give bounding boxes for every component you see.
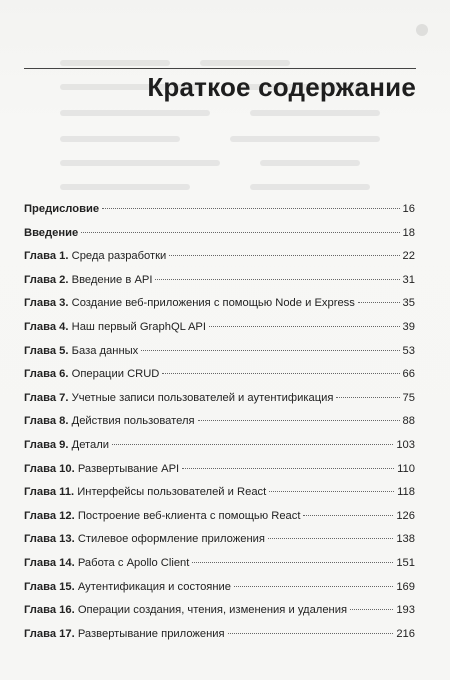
toc-entry: [24, 509, 415, 533]
toc-entry-title: Операции CRUD: [71, 368, 160, 381]
header-rule: [24, 68, 416, 69]
page-corner-mark: [416, 24, 428, 36]
dot-leader: [303, 515, 393, 516]
toc-entry: [24, 627, 415, 651]
toc-entry-label: [24, 226, 78, 240]
toc-entry-prefix: Глава 7.: [24, 391, 69, 404]
toc-entry-title: Действия пользователя: [71, 415, 195, 428]
toc-entry: [24, 485, 415, 509]
toc-entry: [24, 532, 415, 556]
toc-entry-label: [24, 391, 333, 405]
toc-entry-prefix: Глава 17.: [24, 627, 75, 640]
toc-entry-prefix: Введение: [24, 226, 79, 239]
toc-entry: [24, 249, 415, 273]
toc-entry-prefix: Глава 10.: [24, 462, 75, 475]
toc-entry-title: Среда разработки: [71, 250, 167, 263]
toc-entry: [24, 603, 415, 627]
toc-entry-label: [24, 580, 231, 594]
toc-page-number: 138: [396, 533, 415, 546]
toc-entry-label: [24, 556, 189, 570]
toc-entry-label: [24, 202, 99, 216]
toc-entry: [24, 462, 415, 486]
toc-entry-title: Создание веб-приложения с помощью Node и Express: [71, 297, 355, 310]
toc-entry: [24, 556, 415, 580]
toc-page-number: 35: [402, 297, 415, 310]
toc-entry-title: Построение веб-клиента с помощью React: [77, 509, 301, 522]
toc-entry-prefix: Предисловие: [24, 203, 100, 215]
toc-entry-title: Интерфейсы пользователей и React: [77, 486, 267, 499]
toc-entry-title: База данных: [71, 344, 139, 357]
toc-entry-prefix: Глава 2.: [24, 273, 69, 286]
toc-entry: [24, 273, 415, 297]
toc-page-number: 103: [396, 438, 415, 451]
toc-entry-label: [24, 485, 266, 499]
table-of-contents: [24, 202, 415, 650]
dot-leader: [112, 444, 393, 445]
toc-entry-label: [24, 462, 179, 476]
toc-entry: [24, 414, 415, 438]
toc-entry-prefix: Глава 14.: [24, 556, 75, 569]
toc-entry-prefix: Глава 12.: [24, 509, 75, 522]
dot-leader: [234, 586, 393, 587]
toc-entry-title: Стилевое оформление приложения: [77, 533, 265, 546]
toc-page-number: 88: [402, 415, 415, 428]
dot-leader: [169, 255, 399, 256]
toc-entry-title: Аутентификация и состояние: [77, 580, 232, 593]
toc-entry-prefix: Глава 9.: [24, 438, 69, 451]
dot-leader: [358, 302, 400, 303]
toc-entry-label: [24, 249, 166, 263]
toc-entry-label: [24, 509, 300, 523]
toc-entry-title: Операции создания, чтения, изменения и удаления: [77, 604, 348, 617]
toc-page-number: 151: [396, 556, 415, 569]
dot-leader: [192, 562, 393, 563]
toc-entry-prefix: Глава 1.: [24, 250, 69, 263]
dot-leader: [102, 208, 399, 209]
dot-leader: [182, 468, 394, 469]
toc-entry-title: Работа с Apollo Client: [77, 556, 190, 569]
dot-leader: [269, 491, 394, 492]
toc-entry: [24, 391, 415, 415]
page-title: Краткое содержание: [147, 72, 416, 102]
toc-page-number: 110: [397, 462, 415, 475]
toc-page-number: 22: [402, 250, 415, 263]
toc-entry-label: [24, 344, 138, 358]
dot-leader: [350, 609, 393, 610]
toc-page-number: 16: [402, 203, 415, 215]
toc-page-number: 216: [396, 627, 415, 640]
dot-leader: [209, 326, 400, 327]
toc-entry-label: [24, 414, 195, 428]
toc-page-number: 193: [396, 604, 415, 617]
toc-entry-label: [24, 532, 265, 546]
dot-leader: [228, 633, 394, 634]
toc-entry-title: Детали: [71, 438, 110, 451]
toc-entry: [24, 367, 415, 391]
toc-entry-prefix: Глава 15.: [24, 580, 75, 593]
toc-entry-title: Развертывание API: [77, 462, 180, 475]
toc-entry: [24, 580, 415, 604]
toc-entry-label: [24, 438, 109, 452]
toc-entry-title: Введение в API: [71, 273, 153, 286]
toc-page-number: 169: [396, 580, 415, 593]
toc-entry-label: [24, 367, 159, 381]
toc-entry-prefix: Глава 3.: [24, 297, 69, 310]
dot-leader: [198, 420, 400, 421]
toc-entry: [24, 438, 415, 462]
toc-entry-title: Наш первый GraphQL API: [71, 320, 206, 333]
toc-entry-prefix: Глава 5.: [24, 344, 69, 357]
dot-leader: [141, 350, 399, 351]
toc-page-number: 118: [397, 486, 415, 499]
dot-leader: [336, 397, 399, 398]
toc-entry: [24, 296, 415, 320]
toc-entry: [24, 226, 415, 250]
dot-leader: [155, 279, 399, 280]
toc-entry-label: [24, 273, 152, 287]
dot-leader: [81, 232, 399, 233]
toc-entry: [24, 344, 415, 368]
toc-entry-label: [24, 603, 347, 617]
toc-page-number: 18: [402, 226, 415, 239]
toc-entry-title: Развертывание приложения: [77, 627, 225, 640]
toc-page-number: 31: [402, 273, 415, 286]
toc-entry-title: Учетные записи пользователей и аутентификация: [71, 391, 334, 404]
toc-entry: [24, 202, 415, 226]
toc-entry-label: [24, 320, 206, 334]
toc-entry-prefix: Глава 13.: [24, 533, 75, 546]
toc-entry-prefix: Глава 6.: [24, 368, 69, 381]
dot-leader: [268, 538, 393, 539]
toc-entry-prefix: Глава 4.: [24, 320, 69, 333]
toc-page-number: 53: [402, 344, 415, 357]
toc-entry-prefix: Глава 16.: [24, 604, 75, 617]
toc-page-number: 126: [396, 509, 415, 522]
toc-entry-prefix: Глава 8.: [24, 415, 69, 428]
toc-page-number: 75: [402, 391, 415, 404]
dot-leader: [162, 373, 399, 374]
toc-page-number: 39: [402, 320, 415, 333]
toc-entry: [24, 320, 415, 344]
toc-entry-label: [24, 627, 225, 641]
toc-entry-label: [24, 296, 355, 310]
toc-page-number: 66: [402, 368, 415, 381]
toc-entry-prefix: Глава 11.: [24, 486, 75, 499]
